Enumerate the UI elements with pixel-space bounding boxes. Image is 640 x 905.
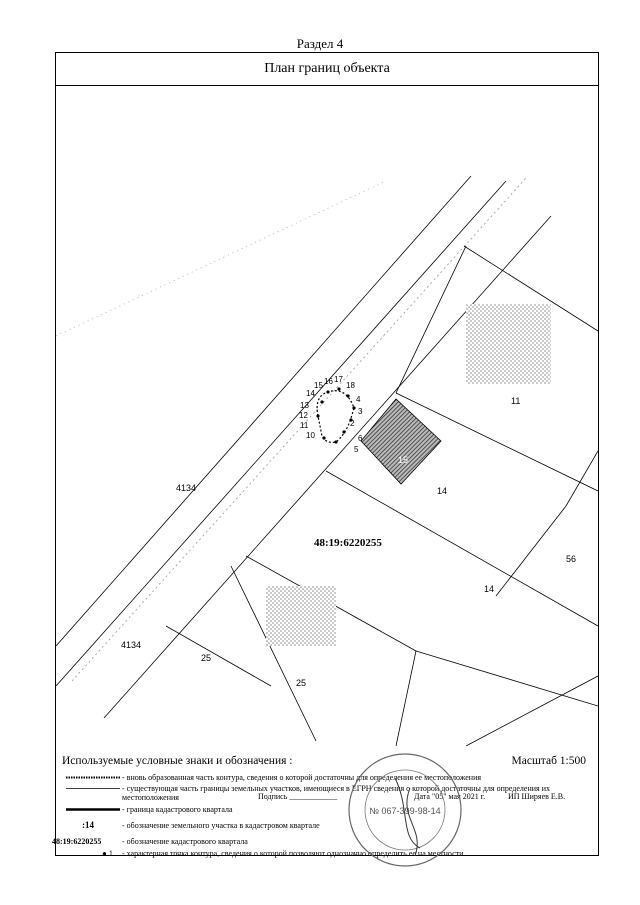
point-label: 11 (300, 421, 309, 430)
existing-boundary-line-symbol (64, 784, 122, 793)
point-label: 13 (300, 401, 309, 410)
engineer-stamp (340, 748, 470, 873)
signature-date: Дата "05" мая 2021 г. (414, 792, 486, 801)
point-symbol: ● 1 (102, 849, 113, 858)
point-label: 12 (299, 411, 308, 420)
legend-title: Используемые условные знаки и обозначения : (62, 755, 293, 767)
section-title: Раздел 4 (296, 36, 344, 51)
point-label: 17 (334, 375, 343, 384)
quarter-symbol: 48:19:6220255 (52, 837, 102, 846)
point-label: 5 (354, 445, 359, 454)
parcel-label: 56 (566, 554, 577, 564)
cadastral-quarter-label: 48:19:6220255 (314, 537, 382, 549)
parcel-label: 4134 (121, 640, 142, 650)
engineer-name: ИП Ширяев Е.В. (508, 792, 566, 801)
point-label: 16 (324, 377, 333, 386)
scale-label: Масштаб 1:500 (511, 755, 586, 767)
signature-label: Подпись ____________ (258, 792, 338, 801)
parcel-label: 4134 (176, 483, 197, 493)
plan-title: План границ объекта (56, 53, 598, 86)
point-label: 4 (356, 395, 361, 404)
point-dot-icon: ● (102, 849, 107, 858)
document-frame: План границ объекта 13 14 15 16 17 18 12 11 10 6 5 4 3 2 4134 4134 25 25 14 14 11 56 15 48:19:6220255 Используемые условные знаки и обозначения : Масштаб 1:500 - вновь образованная часть контура, сведения о которой достаточны для определения ее местоположения - существующая часть границы земельных участков, имеющиеся в ЕГРН сведения о которой достаточны для определения их местоположения - граница кадастрового квартала :14 - обозначение земельного участка в кадастровом квартале 48:19:6220255 - обозначение кадастрового квартала ● 1 - характерная точка контура, сведения о которой позволяют однозначно определить ее на местности (55, 52, 599, 856)
parcel-label: 25 (201, 653, 212, 663)
parcel-label: 14 (484, 584, 495, 594)
point-label: 3 (358, 407, 363, 416)
point-label: 14 (306, 389, 315, 398)
new-contour (316, 387, 355, 443)
parcel-label: 15 (398, 455, 409, 465)
boundary-map (56, 86, 598, 746)
building-hatched (466, 304, 551, 384)
point-label: 6 (358, 434, 363, 443)
parcel-label: 11 (511, 396, 521, 406)
quarter-boundary-line-symbol (64, 805, 122, 814)
point-label: 18 (346, 381, 355, 390)
building-target (361, 399, 441, 484)
point-label: 10 (306, 431, 315, 440)
svg-text:№ 067-399-98-14: № 067-399-98-14 (369, 806, 441, 816)
building-hatched (266, 586, 336, 646)
parcel-label: 14 (437, 486, 448, 496)
parcel-symbol: :14 (82, 820, 94, 830)
point-label: 2 (350, 419, 355, 428)
parcel-label: 25 (296, 678, 307, 688)
new-contour-line-symbol (64, 773, 122, 782)
point-label: 15 (314, 381, 323, 390)
